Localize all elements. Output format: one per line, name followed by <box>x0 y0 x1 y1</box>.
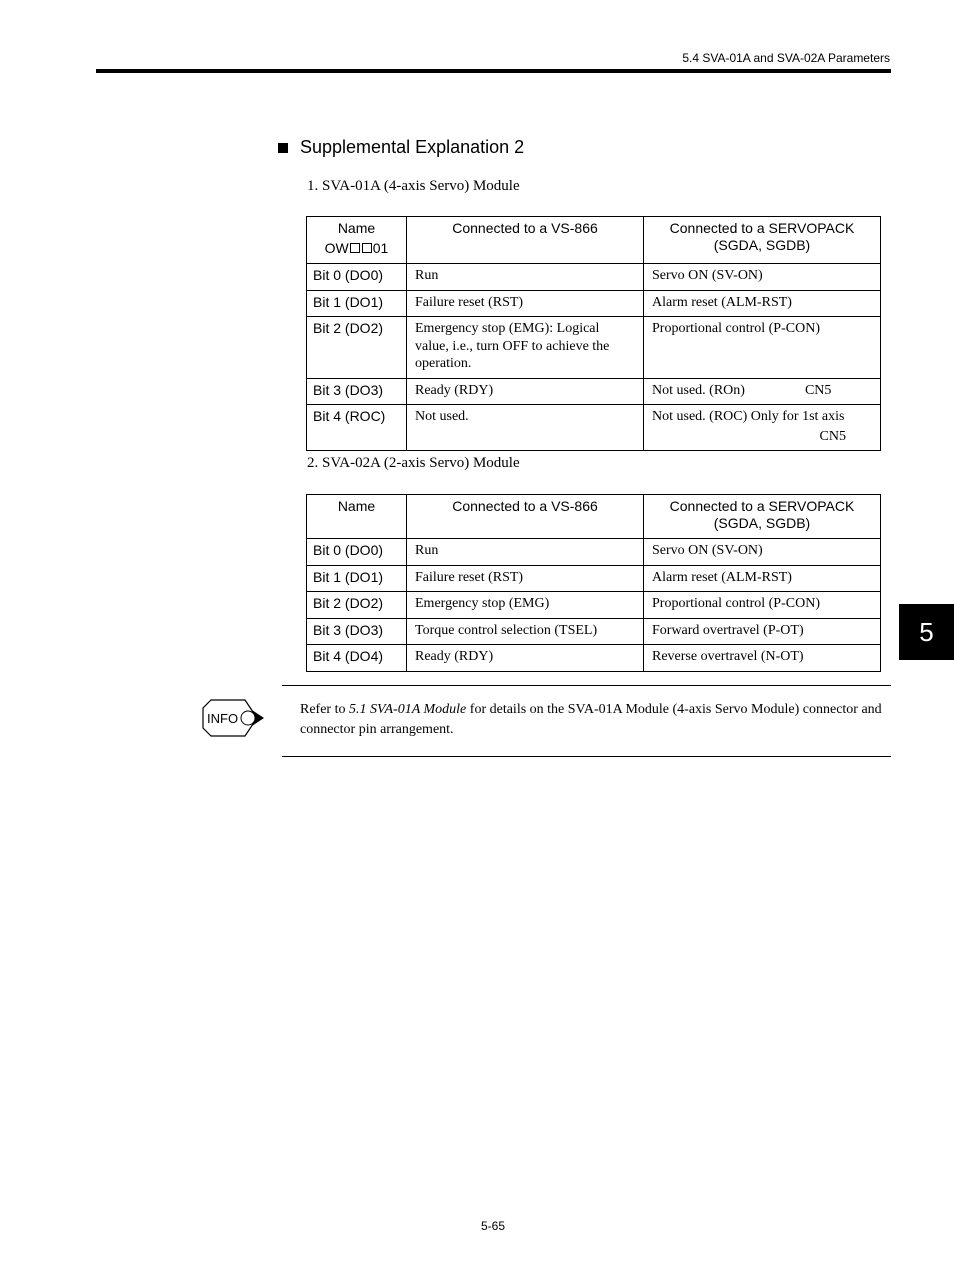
cell-name: Bit 3 (DO3) <box>307 378 407 405</box>
cell-vs866: Run <box>407 264 644 291</box>
header-name-label: Name <box>337 220 376 236</box>
placeholder-box-icon <box>350 243 360 253</box>
header-rule <box>96 69 891 73</box>
header-servopack <box>644 217 881 264</box>
section-title <box>278 137 524 158</box>
header-servopack <box>644 495 881 539</box>
header-servopack-line2: (SGDA, SGDB) <box>713 515 811 531</box>
placeholder-box-icon <box>362 243 372 253</box>
subsection-heading-2: 2. SVA-02A (2-axis Servo) Module <box>307 455 520 471</box>
cell-name: Bit 4 (ROC) <box>307 405 407 451</box>
table-row <box>307 405 881 451</box>
cell-vs866: Torque control selection (TSEL) <box>407 618 644 645</box>
section-title-text: Supplemental Explanation 2 <box>300 137 525 157</box>
cell-name: Bit 1 (DO1) <box>307 290 407 317</box>
chapter-tab: 5 <box>899 604 954 660</box>
cell-servopack-text: Not used. (ROC) Only for 1st axis <box>652 409 845 424</box>
cell-servopack: Servo ON (SV-ON) <box>644 539 881 566</box>
subsection-heading-1: 1. SVA-01A (4-axis Servo) Module <box>307 178 520 194</box>
sva02a-table <box>306 494 881 672</box>
header-name <box>307 217 407 264</box>
table-row <box>307 618 881 645</box>
name-sub-suffix: 01 <box>372 240 389 256</box>
cell-name: Bit 1 (DO1) <box>307 565 407 592</box>
cell-name: Bit 2 (DO2) <box>307 592 407 619</box>
cell-name: Bit 0 (DO0) <box>307 264 407 291</box>
cell-servopack <box>644 405 881 451</box>
cell-servopack: Alarm reset (ALM-RST) <box>644 565 881 592</box>
header-vs866: Connected to a VS-866 <box>407 495 644 539</box>
cell-vs866: Ready (RDY) <box>407 378 644 405</box>
cell-vs866: Failure reset (RST) <box>407 565 644 592</box>
table-row <box>307 378 881 405</box>
info-icon <box>201 698 265 738</box>
cell-vs866: Not used. <box>407 405 644 451</box>
cell-servopack: Proportional control (P-CON) <box>644 317 881 379</box>
info-text-reference: 5.1 SVA-01A Module <box>348 702 467 717</box>
cell-servopack: Alarm reset (ALM-RST) <box>644 290 881 317</box>
header-servopack-line2: (SGDA, SGDB) <box>713 237 811 253</box>
table-row <box>307 592 881 619</box>
table-row <box>307 290 881 317</box>
table-header-row <box>307 495 881 539</box>
cell-vs866: Emergency stop (EMG) <box>407 592 644 619</box>
cell-vs866: Ready (RDY) <box>407 645 644 672</box>
cell-servopack: Reverse overtravel (N-OT) <box>644 645 881 672</box>
table-row <box>307 565 881 592</box>
cell-name: Bit 0 (DO0) <box>307 539 407 566</box>
running-header: 5.4 SVA-01A and SVA-02A Parameters <box>682 51 890 65</box>
info-icon-label: INFO <box>207 711 239 726</box>
cell-name: Bit 4 (DO4) <box>307 645 407 672</box>
header-servopack-line1: Connected to a SERVOPACK <box>669 498 855 514</box>
info-text-suffix: for details on the SVA-01A Module (4-axis Servo Module) connector and connector pin arrangement. <box>300 702 882 737</box>
info-rule-top <box>282 685 891 686</box>
cell-servopack: Forward overtravel (P-OT) <box>644 618 881 645</box>
table-row <box>307 317 881 379</box>
info-text <box>300 700 885 740</box>
cell-vs866: Emergency stop (EMG): Logical value, i.e., turn OFF to achieve the operation. <box>407 317 644 379</box>
header-servopack-line1: Connected to a SERVOPACK <box>669 220 855 236</box>
cell-servopack: Proportional control (P-CON) <box>644 592 881 619</box>
info-rule-bottom <box>282 756 891 757</box>
table-row <box>307 539 881 566</box>
cell-servopack <box>644 378 881 405</box>
sva01a-table <box>306 216 881 451</box>
bullet-square-icon <box>278 143 288 153</box>
cell-vs866: Failure reset (RST) <box>407 290 644 317</box>
cell-name: Bit 2 (DO2) <box>307 317 407 379</box>
table-header-row <box>307 217 881 264</box>
cell-vs866: Run <box>407 539 644 566</box>
cell-servopack: Servo ON (SV-ON) <box>644 264 881 291</box>
header-name: Name <box>307 495 407 539</box>
name-sub-prefix: OW <box>324 240 349 256</box>
table-row <box>307 645 881 672</box>
info-text-prefix: Refer to <box>300 702 349 717</box>
cell-name: Bit 3 (DO3) <box>307 618 407 645</box>
page-number: 5-65 <box>480 1219 506 1233</box>
header-vs866: Connected to a VS-866 <box>407 217 644 264</box>
cell-servopack-note: CN5 <box>804 382 832 398</box>
cell-servopack-text: Not used. (ROn) <box>652 382 745 398</box>
header-name-sub <box>313 240 400 257</box>
cell-servopack-note: CN5 <box>819 428 846 444</box>
table-row <box>307 264 881 291</box>
